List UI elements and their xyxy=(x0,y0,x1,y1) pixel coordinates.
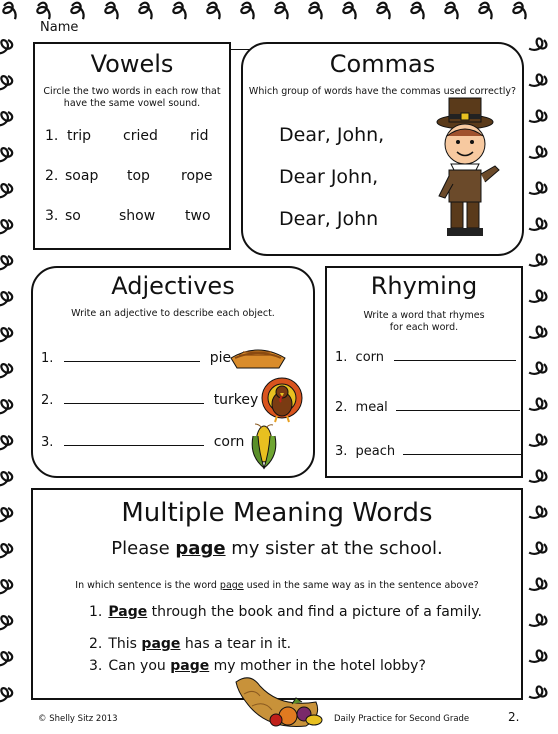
rhyming-item: 1. corn xyxy=(335,350,516,365)
vowel-word[interactable]: rid xyxy=(190,128,209,144)
comma-option[interactable]: Dear, John, xyxy=(279,124,385,146)
example-sentence: Please page my sister at the school. xyxy=(111,538,443,559)
rhyming-title: Rhyming xyxy=(370,272,478,300)
commas-section xyxy=(241,42,524,256)
adjectives-instruction: Write an adjective to describe each object. xyxy=(71,308,275,319)
vowel-word[interactable]: rope xyxy=(181,168,213,184)
pilgrim-boy-icon xyxy=(429,92,511,242)
vowels-section: Vowels Circle the two words in each row that have the same vowel sound. 1. trip cried rid 2. soap top rope 3. so show two xyxy=(33,42,231,250)
adjective-item: 3. corn xyxy=(41,434,245,450)
comma-option[interactable]: Dear, John xyxy=(279,208,379,230)
vowel-word[interactable]: two xyxy=(185,208,211,224)
multiple-meaning-section xyxy=(31,488,523,700)
rhyming-item: 3. peach xyxy=(335,444,521,459)
name-label: Name xyxy=(40,20,79,35)
question-text: In which sentence is the word page used in the same way as in the sentence above? xyxy=(75,580,479,591)
vowel-word[interactable]: trip xyxy=(67,128,92,144)
rhyming-item: 2. meal xyxy=(335,400,520,415)
adjective-item: 1. pie xyxy=(41,350,232,366)
answer-line[interactable] xyxy=(394,360,516,361)
pie-icon xyxy=(229,344,287,370)
page-number: 2. xyxy=(508,710,520,724)
commas-title: Commas xyxy=(329,50,436,78)
corn-icon xyxy=(249,422,279,472)
multiple-meaning-title: Multiple Meaning Words xyxy=(121,498,433,528)
answer-option[interactable]: 2. This page has a tear in it. xyxy=(89,636,292,652)
cornucopia-icon xyxy=(230,672,330,730)
key-word: page xyxy=(175,538,226,559)
answer-line[interactable] xyxy=(396,410,520,411)
rhyming-instruction: Write a word that rhymes for each word. xyxy=(363,310,485,333)
answer-line[interactable] xyxy=(403,454,521,455)
adjectives-section xyxy=(31,266,315,478)
rhyming-section xyxy=(325,266,523,478)
answer-line[interactable] xyxy=(64,361,200,362)
answer-line[interactable] xyxy=(64,403,204,404)
answer-option[interactable]: 3. Can you page my mother in the hotel lobby? xyxy=(89,658,426,674)
vowel-word[interactable]: so xyxy=(65,208,81,224)
turkey-icon xyxy=(257,376,307,424)
vowel-word[interactable]: soap xyxy=(65,168,99,184)
vowel-word[interactable]: cried xyxy=(123,128,158,144)
vowel-word[interactable]: top xyxy=(127,168,150,184)
vowels-instruction: Circle the two words in each row that have the same vowel sound. xyxy=(43,86,221,109)
vowels-title: Vowels xyxy=(90,50,174,78)
answer-line[interactable] xyxy=(64,445,204,446)
copyright: © Shelly Sitz 2013 xyxy=(38,714,118,724)
answer-option[interactable]: 1. Page through the book and find a picture of a family. xyxy=(89,604,482,620)
vowel-word[interactable]: show xyxy=(119,208,156,224)
comma-option[interactable]: Dear John, xyxy=(279,166,379,188)
series-label: Daily Practice for Second Grade xyxy=(334,714,470,724)
commas-instruction: Which group of words have the commas used correctly? xyxy=(248,86,517,97)
adjectives-title: Adjectives xyxy=(111,272,235,300)
name-field[interactable] xyxy=(40,16,330,38)
adjective-item: 2. turkey xyxy=(41,392,259,408)
